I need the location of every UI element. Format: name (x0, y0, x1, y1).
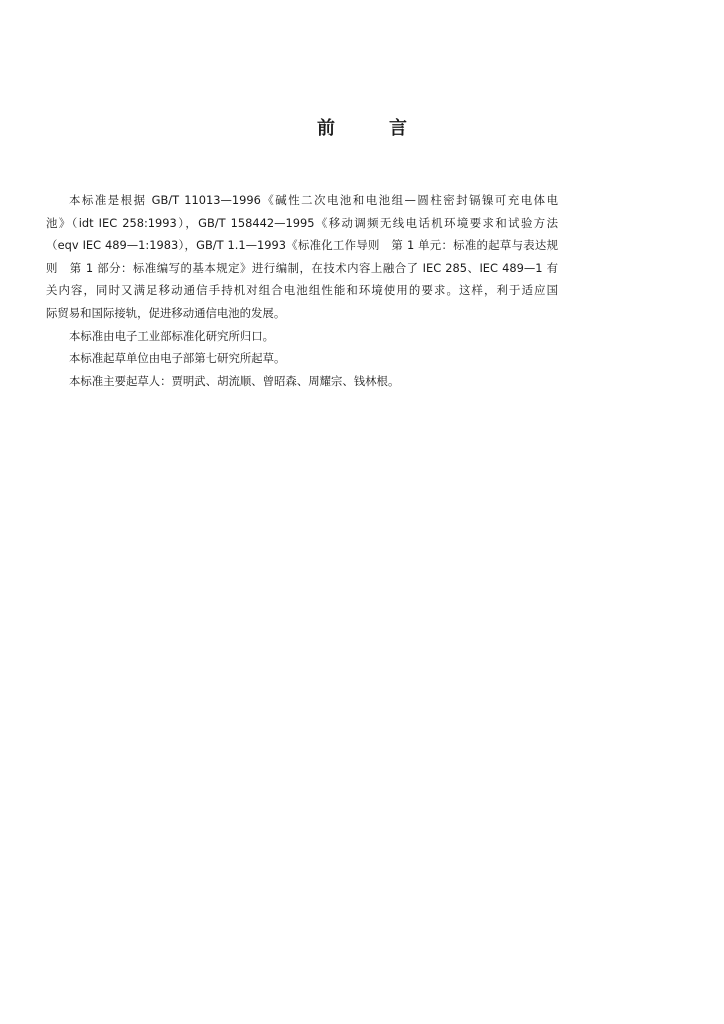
page-title (0, 114, 724, 140)
title-char-1: 前 (317, 118, 335, 139)
foreword-body (46, 189, 558, 392)
paragraph-line: 关内容，同时又满足移动通信手持机对组合电池组性能和环境使用的要求。这样，利于适应国 (46, 283, 558, 298)
paragraph-line: 际贸易和国际接轨，促进移动通信电池的发展。 (46, 305, 286, 320)
paragraph-line: 则 第 1 部分：标准编写的基本规定》进行编制，在技术内容上融合了 IEC 285、IEC 489—1 有 (46, 260, 558, 275)
paragraph-line: 本标准主要起草人：贾明武、胡流顺、曾昭森、周耀宗、钱林根。 (69, 373, 400, 388)
title-char-2: 言 (389, 118, 407, 139)
paragraph-line: 本标准由电子工业部标准化研究所归口。 (69, 328, 275, 343)
paragraph-line: 池》（idt IEC 258:1993），GB/T 158442—1995《移动调频无线电话机环境要求和试验方法 (46, 215, 558, 230)
paragraph-line: 本标准是根据 GB/T 11013—1996《碱性二次电池和电池组—圆柱密封镉镍可充电体电 (69, 193, 558, 207)
paragraph-line: （eqv IEC 489—1:1983），GB/T 1.1—1993《标准化工作导则 第 1 单元：标准的起草与表达规 (46, 238, 558, 253)
paragraph-line: 本标准起草单位由电子部第七研究所起草。 (69, 351, 286, 366)
